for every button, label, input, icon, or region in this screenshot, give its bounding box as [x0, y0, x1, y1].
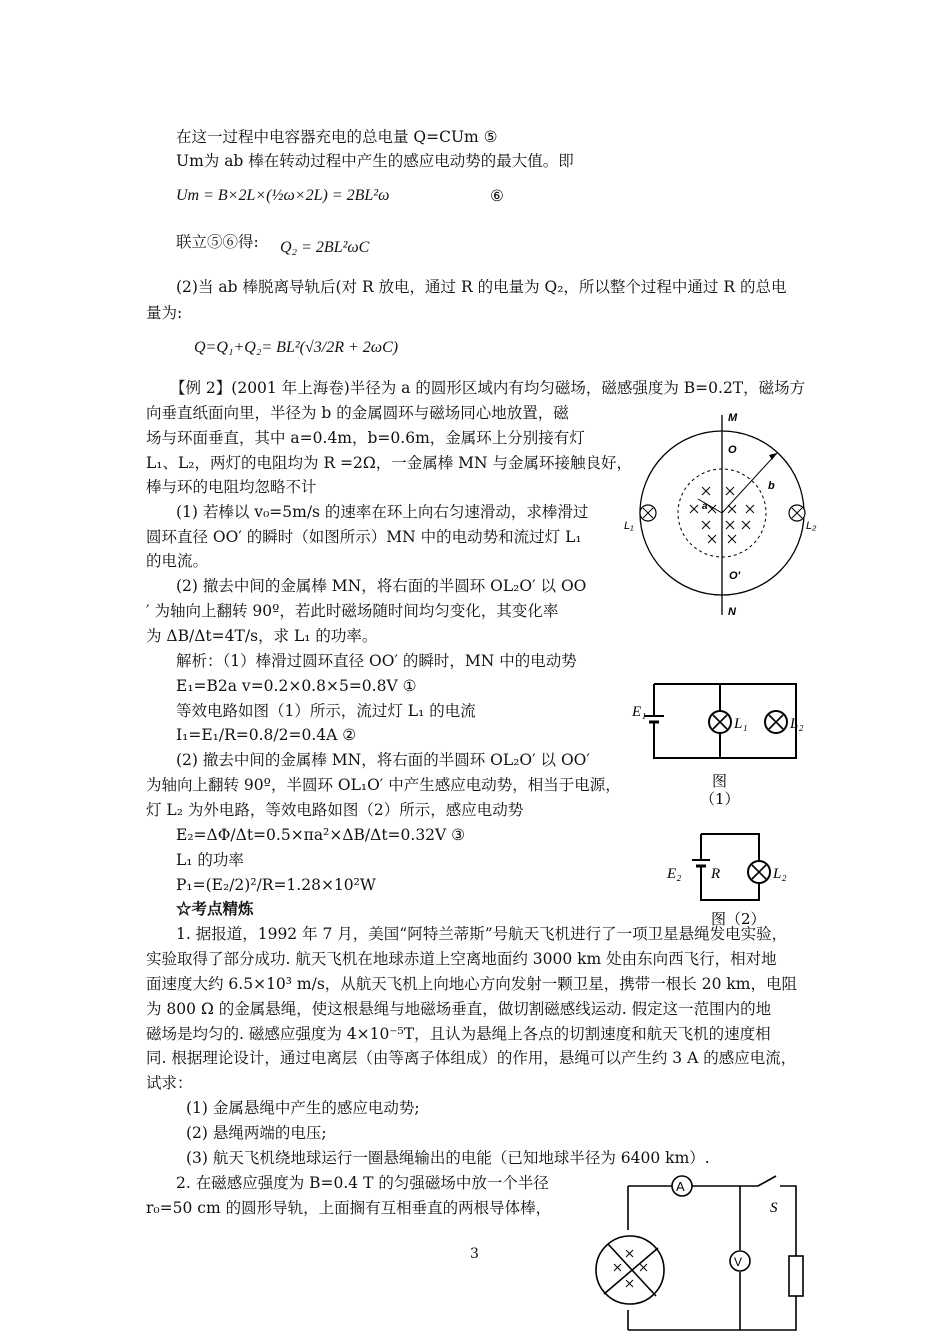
label-e2: E₂ — [667, 866, 682, 882]
label-o-prime: O' — [729, 570, 741, 582]
label-r: R — [711, 866, 721, 882]
text-line: 向垂直纸面向里，半径为 b 的金属圆环与磁场同心地放置，磁 — [146, 404, 569, 422]
text-line: 1. 据报道，1992 年 7 月，美国“阿特兰蒂斯”号航天飞机进行了一项卫星悬绳发电实验， — [176, 925, 788, 943]
text-line: 场与环面垂直，其中 a=0.4m，b=0.6m，金属环上分别接有灯 — [146, 429, 585, 447]
text-line: 解析：（1）棒滑过圆环直径 OO′ 的瞬时，MN 中的电动势 — [176, 652, 577, 670]
text-line: 联立⑤⑥得: — [176, 233, 259, 251]
text-line: (3) 航天飞机绕地球运行一圈悬绳输出的电能（已知地球半径为 6400 km）. — [186, 1149, 710, 1167]
text-line: (1) 若棒以 v₀=5m/s 的速率在环上向右匀速滑动，求棒滑过 — [176, 503, 589, 521]
rails-circuit-diagram — [588, 1170, 828, 1338]
label-l2: L₂ — [790, 716, 804, 732]
text-line: r₀=50 cm 的圆形导轨，上面搁有互相垂直的两根导体棒， — [146, 1199, 552, 1217]
label-l2: L₂ — [773, 866, 787, 882]
label-l2: L₂ — [806, 520, 817, 532]
text-line: (2) 撤去中间的金属棒 MN，将右面的半圆环 OL₂O′ 以 OO — [176, 577, 587, 595]
text-line: 2. 在磁感应强度为 B=0.4 T 的匀强磁场中放一个半径 — [176, 1174, 549, 1192]
text-line: 实验取得了部分成功. 航天飞机在地球赤道上空离地面约 3000 km 处由东向西飞行，相对地 — [146, 950, 777, 968]
formula-um: Um = B×2L×(½ω×2L) = 2BL²ω — [176, 187, 390, 204]
text-line: 同. 根据理论设计，通过电离层（由等离子体组成）的作用，悬绳可以产生约 3 A 的感应电流， — [146, 1049, 797, 1067]
equation-mark: ⑥ — [490, 187, 504, 205]
label-a: a — [702, 501, 708, 512]
switch-label: S — [770, 1200, 778, 1216]
text-line: (1) 金属悬绳中产生的感应电动势; — [186, 1099, 420, 1117]
ammeter-label: A — [676, 1179, 685, 1194]
label-l1: L₁ — [624, 520, 634, 532]
text-line: I₁=E₁/R=0.8/2=0.4A ② — [176, 726, 357, 744]
text-line: 磁场是均匀的. 磁感应强度为 4×10⁻⁵T，且认为悬绳上各点的切割速度和航天飞机的速度相 — [146, 1025, 771, 1043]
text-line: 为 800 Ω 的金属悬绳，使这根悬绳与地磁场垂直，做切割磁感线运动. 假定这一范围内的地 — [146, 1000, 772, 1018]
text-line: ′ 为轴向上翻转 90º，若此时磁场随时间均匀变化，其变化率 — [146, 602, 559, 620]
text-line: 试求： — [146, 1074, 193, 1092]
text-line: Um为 ab 棒在转动过程中产生的感应电动势的最大值。即 — [176, 152, 574, 170]
ring-field-diagram — [622, 405, 822, 620]
text-line: 在这一过程中电容器充电的总电量 Q=CUm ⑤ — [176, 128, 498, 146]
text-line: 等效电路如图（1）所示，流过灯 L₁ 的电流 — [176, 702, 476, 720]
circuit-diagram-1 — [628, 676, 818, 806]
text-line: 的电流。 — [146, 552, 209, 570]
text-line: 【例 2】(2001 年上海卷)半径为 a 的圆形区域内有均匀磁场，磁感强度为 B=0.2T，磁场方 — [170, 379, 806, 397]
text-line: E₂=ΔΦ/Δt=0.5×πa²×ΔB/Δt=0.32V ③ — [176, 826, 466, 844]
text-line: 量为: — [146, 304, 183, 322]
text-line: P₁=(E₂/2)²/R=1.28×10²W — [176, 876, 376, 894]
text-line: 棒与环的电阻均忽略不计 — [146, 478, 317, 496]
label-o: O — [728, 444, 737, 456]
caption-figure-1: 图 — [712, 772, 728, 790]
text-line: 灯 L₂ 为外电路，等效电路如图（2）所示，感应电动势 — [146, 801, 524, 819]
text-line: 为轴向上翻转 90º，半圆环 OL₁O′ 中产生感应电动势，相当于电源， — [146, 776, 621, 794]
formula-q2: Q₂ = 2BL²ωC — [280, 239, 370, 256]
label-m: M — [728, 412, 738, 424]
text-line: (2) 撤去中间的金属棒 MN，将右面的半圆环 OL₂O′ 以 OO′ — [176, 751, 590, 769]
text-line: 面速度大约 6.5×10³ m/s，从航天飞机上向地心方向发射一颗卫星，携带一根长 20 km，电阻 — [146, 975, 797, 993]
label-n: N — [728, 606, 736, 618]
text-line: 圆环直径 OO′ 的瞬时（如图所示）MN 中的电动势和流过灯 L₁ — [146, 528, 582, 546]
text-line: 为 ΔB/Δt=4T/s，求 L₁ 的功率。 — [146, 627, 378, 645]
formula-q-total: Q=Q₁+Q₂= BL²(√3/2R + 2ωC) — [194, 339, 399, 356]
text-line: E₁=B2a v=0.2×0.8×5=0.8V ① — [176, 677, 417, 695]
circuit-diagram-2 — [665, 830, 805, 940]
label-e1: E₁ — [632, 704, 647, 720]
label-b: b — [768, 480, 775, 492]
caption-figure-1-number: （1） — [700, 790, 740, 806]
text-line: L₁、L₂，两灯的电阻均为 R =2Ω，一金属棒 MN 与金属环接触良好， — [146, 454, 633, 472]
text-line: (2) 悬绳两端的电压; — [186, 1124, 327, 1142]
voltmeter-label: V — [734, 1255, 743, 1269]
caption-figure-2: 图（2） — [711, 910, 766, 928]
section-heading: ☆考点精炼 — [176, 899, 254, 918]
text-line: (2)当 ab 棒脱离导轨后(对 R 放电，通过 R 的电量为 Q₂，所以整个过程中通过 R 的总电 — [176, 278, 787, 296]
label-l1: L₁ — [734, 716, 748, 732]
text-line: L₁ 的功率 — [176, 851, 244, 869]
page-number: 3 — [470, 1246, 479, 1262]
